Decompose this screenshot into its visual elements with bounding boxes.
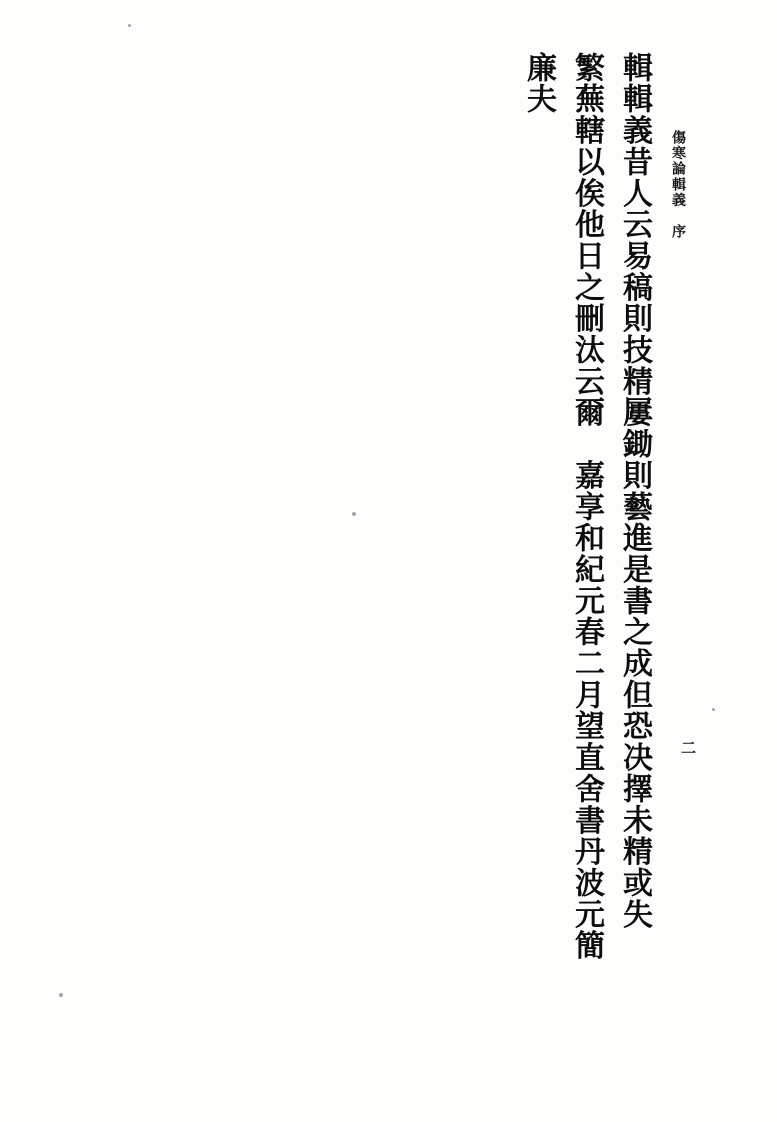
scan-speck-center-icon [352,512,356,516]
scan-speck-right-icon [712,708,715,711]
text-column-3: 廉夫 [521,52,556,115]
scan-speck-top-left-icon [128,24,131,27]
page-number: 二 [679,740,697,756]
text-column-2: 繁蕪轄以俟他日之刪汰云爾 嘉享和紀元春二月望直舍書丹波元簡 [569,52,604,962]
scan-speck-bottom-left-icon [59,993,63,997]
text-column-1: 輯輯義昔人云易稿則技精屢鋤則藝進是書之成但恐决擇未精或失 [617,52,652,930]
running-head: 傷寒論輯義 序 [670,130,686,240]
